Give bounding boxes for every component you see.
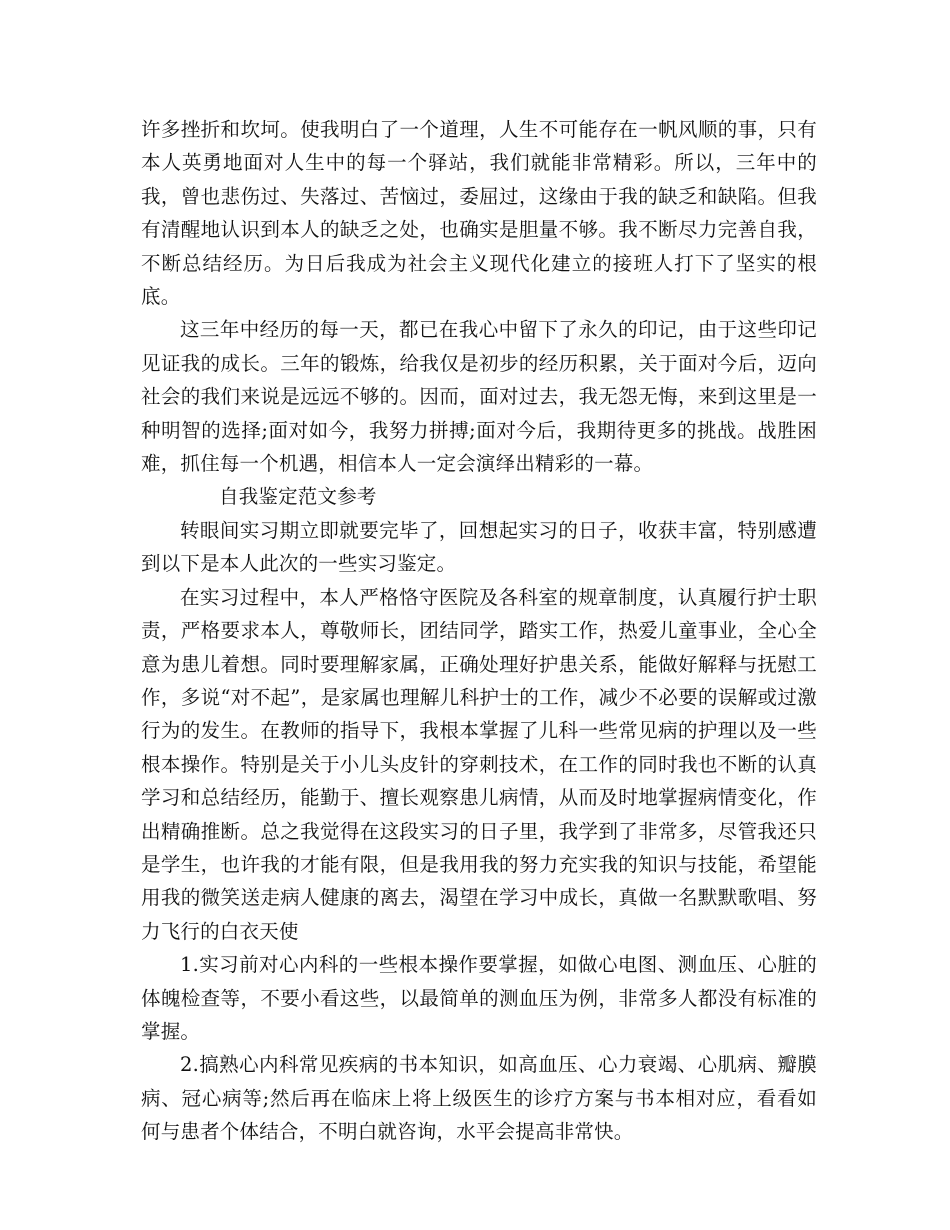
internship-intro-paragraph: 转眼间实习期立即就要完毕了，回想起实习的日子，收获丰富，特别感遭到以下是本人此次的一些实习鉴定。: [141, 518, 817, 576]
document-body: [141, 113, 817, 1149]
internship-body-paragraph: 在实习过程中，本人严格恪守医院及各科室的规章制度，认真履行护士职责，严格要求本人，尊敬师长，团结同学，踏实工作，热爱儿童事业，全心全意为患儿着想。同时要理解家属，正确处理好护患关系，能做好解释与抚慰工作，多说“对不起”，是家属也理解儿科护士的工作，减少不必要的误解或过激行为的发生。在教师的指导下，我根本掌握了儿科一些常见病的护理以及一些根本操作。特别是关于小儿头皮针的穿刺技术，在工作的同时我也不断的认真学习和总结经历，能勤于、擅长观察患儿病情，从而及时地掌握病情变化，作出精确推断。总之我觉得在这段实习的日子里，我学到了非常多，尽管我还只是学生，也许我的才能有限，但是我用我的努力充实我的知识与技能，希望能用我的微笑送走病人健康的离去，渴望在学习中成长，真做一名默默歌唱、努力飞行的白衣天使: [141, 585, 817, 943]
growth-paragraph: 这三年中经历的每一天，都已在我心中留下了永久的印记，由于这些印记见证我的成长。三年的锻炼，给我仅是初步的经历积累，关于面对今后，迈向社会的我们来说是远远不够的。因而，面对过去，我无怨无悔，来到这里是一种明智的选择;面对如今，我努力拼搏;面对今后，我期待更多的挑战。战胜困难，抓住每一个机遇，相信本人一定会演绎出精彩的一幕。: [141, 318, 817, 476]
continued-paragraph: 许多挫折和坎坷。使我明白了一个道理，人生不可能存在一帆风顺的事，只有本人英勇地面对人生中的每一个驿站，我们就能非常精彩。所以，三年中的我，曾也悲伤过、失落过、苦恼过，委屈过，这缘由于我的缺乏和缺陷。但我有清醒地认识到本人的缺乏之处，也确实是胆量不够。我不断尽力完善自我，不断总结经历。为日后我成为社会主义现代化建立的接班人打下了坚实的根底。: [141, 118, 817, 309]
tip-2-paragraph: 2.搞熟心内科常见疾病的书本知识，如高血压、心力衰竭、心肌病、瓣膜病、冠心病等;然后再在临床上将上级医生的诊疗方案与书本相对应，看看如何与患者个体结合，不明白就咨询，水平会提高非常快。: [141, 1053, 817, 1144]
section-heading: 自我鉴定范文参考: [219, 485, 377, 509]
tip-1-paragraph: 1.实习前对心内科的一些根本操作要掌握，如做心电图、测血压、心脏的体魄检查等，不要小看这些，以最简单的测血压为例，非常多人都没有标准的掌握。: [141, 953, 817, 1043]
